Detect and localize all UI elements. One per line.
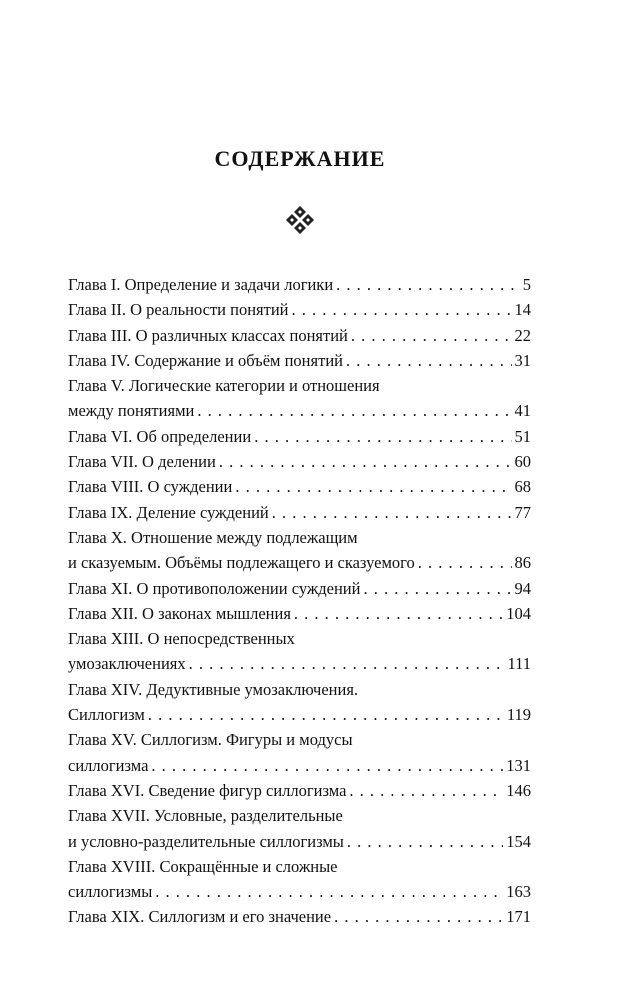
toc-entry-title-line: Глава VI. Об определении bbox=[68, 426, 252, 446]
toc-entry-title-line: Глава XII. О законах мышления bbox=[68, 603, 291, 623]
table-of-contents bbox=[68, 272, 531, 930]
toc-entry-title-line: Глава XVI. Сведение фигур силлогизма bbox=[68, 780, 347, 800]
dot-leader bbox=[235, 474, 511, 499]
toc-entry-last-line bbox=[68, 500, 531, 525]
toc-entry bbox=[68, 348, 531, 373]
toc-entry-title-line: Глава XV. Силлогизм. Фигуры и модусы bbox=[68, 730, 353, 750]
toc-entry bbox=[68, 297, 531, 322]
toc-page-number: 94 bbox=[514, 578, 531, 598]
toc-entry-last-line bbox=[68, 323, 531, 348]
dot-leader bbox=[292, 297, 512, 322]
dot-leader bbox=[148, 702, 504, 727]
toc-page-number: 86 bbox=[514, 553, 531, 573]
toc-entry bbox=[68, 803, 531, 854]
dot-leader bbox=[272, 500, 512, 525]
toc-page-number: 163 bbox=[506, 882, 531, 902]
toc-entry-last-line bbox=[68, 651, 531, 676]
toc-entry-last-line bbox=[68, 348, 531, 373]
dot-leader bbox=[349, 778, 503, 803]
dot-leader bbox=[197, 398, 511, 423]
dot-leader bbox=[336, 272, 520, 297]
toc-page-number: 77 bbox=[514, 502, 531, 522]
toc-entry bbox=[68, 474, 531, 499]
toc-page-number: 131 bbox=[506, 755, 531, 775]
dot-leader bbox=[254, 424, 511, 449]
toc-entry-last-line bbox=[68, 474, 531, 499]
toc-entry-title-line: Глава V. Логические категории и отношения bbox=[68, 376, 380, 396]
dot-leader bbox=[219, 449, 512, 474]
toc-entry-last-line bbox=[68, 601, 531, 626]
toc-entry bbox=[68, 727, 531, 778]
toc-entry-title-line: Глава XVII. Условные, разделительные bbox=[68, 806, 343, 826]
toc-entry-last-line bbox=[68, 904, 531, 929]
dot-leader bbox=[294, 601, 503, 626]
toc-entry-title-line: Глава IV. Содержание и объём понятий bbox=[68, 350, 343, 370]
toc-entry-title-line: Глава XVIII. Сокращённые и сложные bbox=[68, 856, 338, 876]
toc-page-number: 5 bbox=[522, 275, 531, 294]
toc-entry-last-line bbox=[68, 398, 531, 423]
toc-entry-last-line bbox=[68, 702, 531, 727]
toc-entry bbox=[68, 323, 531, 348]
toc-page-number: 51 bbox=[514, 426, 531, 446]
toc-page-number: 22 bbox=[514, 325, 531, 345]
page-title: СОДЕРЖАНИЕ bbox=[214, 146, 386, 171]
toc-entry-title-line: Глава I. Определение и задачи логики bbox=[68, 275, 334, 294]
toc-entry bbox=[68, 272, 531, 297]
toc-entry-last-line bbox=[68, 449, 531, 474]
toc-entry bbox=[68, 854, 531, 905]
toc-entry-title-line: Глава XIX. Силлогизм и его значение bbox=[68, 907, 332, 927]
toc-entry-title-line: Глава II. О реальности понятий bbox=[68, 300, 289, 320]
toc-entry-title-line: силлогизмы bbox=[68, 882, 153, 902]
toc-entry-title-line: Глава VIII. О суждении bbox=[68, 477, 233, 497]
toc-entry-title-line: Глава XI. О противоположении суждений bbox=[68, 578, 361, 598]
toc-entry bbox=[68, 601, 531, 626]
dot-leader bbox=[155, 879, 503, 904]
toc-entry-title-line: Глава IX. Деление суждений bbox=[68, 502, 269, 522]
toc-entry-title-line: Глава VII. О делении bbox=[68, 452, 216, 472]
toc-page-number: 60 bbox=[514, 452, 531, 472]
toc-entry-title-line: и сказуемым. Объёмы подлежащего и сказуемого bbox=[68, 553, 415, 573]
toc-page-number: 171 bbox=[506, 907, 531, 927]
toc-entry-last-line bbox=[68, 753, 531, 778]
toc-entry bbox=[68, 904, 531, 929]
toc-page-number: 146 bbox=[506, 780, 531, 800]
toc-page-number: 111 bbox=[507, 654, 531, 674]
toc-entry-title-line: между понятиями bbox=[68, 401, 195, 421]
toc-entry-title-line: умозаключениях bbox=[68, 654, 186, 674]
toc-entry bbox=[68, 677, 531, 728]
toc-page-number: 31 bbox=[514, 350, 531, 370]
dot-leader bbox=[151, 753, 503, 778]
dot-leader bbox=[418, 550, 512, 575]
toc-page-number: 14 bbox=[514, 300, 531, 320]
toc-entry-title-line: Глава XIV. Дедуктивные умозаключения. bbox=[68, 679, 359, 699]
dot-leader bbox=[351, 323, 512, 348]
toc-entry bbox=[68, 449, 531, 474]
toc-entry bbox=[68, 500, 531, 525]
toc-entry-title-line: Глава X. Отношение между подлежащим bbox=[68, 527, 358, 547]
dot-leader bbox=[189, 651, 505, 676]
toc-entry bbox=[68, 576, 531, 601]
toc-entry-last-line bbox=[68, 550, 531, 575]
dot-leader bbox=[363, 576, 511, 601]
toc-entry bbox=[68, 525, 531, 576]
toc-entry-title-line: силлогизма bbox=[68, 755, 149, 775]
toc-entry-last-line bbox=[68, 778, 531, 803]
dot-leader bbox=[347, 829, 503, 854]
toc-page-number: 104 bbox=[506, 603, 531, 623]
dot-leader bbox=[346, 348, 512, 373]
toc-entry-last-line bbox=[68, 879, 531, 904]
toc-entry bbox=[68, 626, 531, 677]
toc-page-number: 41 bbox=[514, 401, 531, 421]
toc-entry-last-line bbox=[68, 424, 531, 449]
dot-leader bbox=[334, 904, 503, 929]
toc-page-number: 68 bbox=[514, 477, 531, 497]
toc-entry-title-line: и условно-разделительные силлогизмы bbox=[68, 831, 344, 851]
toc-page-number: 154 bbox=[506, 831, 531, 851]
toc-entry-title-line: Силлогизм bbox=[68, 705, 145, 725]
toc-entry-title-line: Глава XIII. О непосредственных bbox=[68, 629, 295, 649]
toc-entry-last-line bbox=[68, 272, 531, 297]
toc-entry bbox=[68, 424, 531, 449]
toc-entry-title-line: Глава III. О различных классах понятий bbox=[68, 325, 348, 345]
four-diamond-ornament-icon bbox=[284, 204, 316, 236]
toc-entry-last-line bbox=[68, 576, 531, 601]
toc-entry-last-line bbox=[68, 829, 531, 854]
toc-entry-last-line bbox=[68, 297, 531, 322]
toc-entry bbox=[68, 778, 531, 803]
toc-entry bbox=[68, 373, 531, 424]
toc-page-number: 119 bbox=[506, 705, 531, 725]
